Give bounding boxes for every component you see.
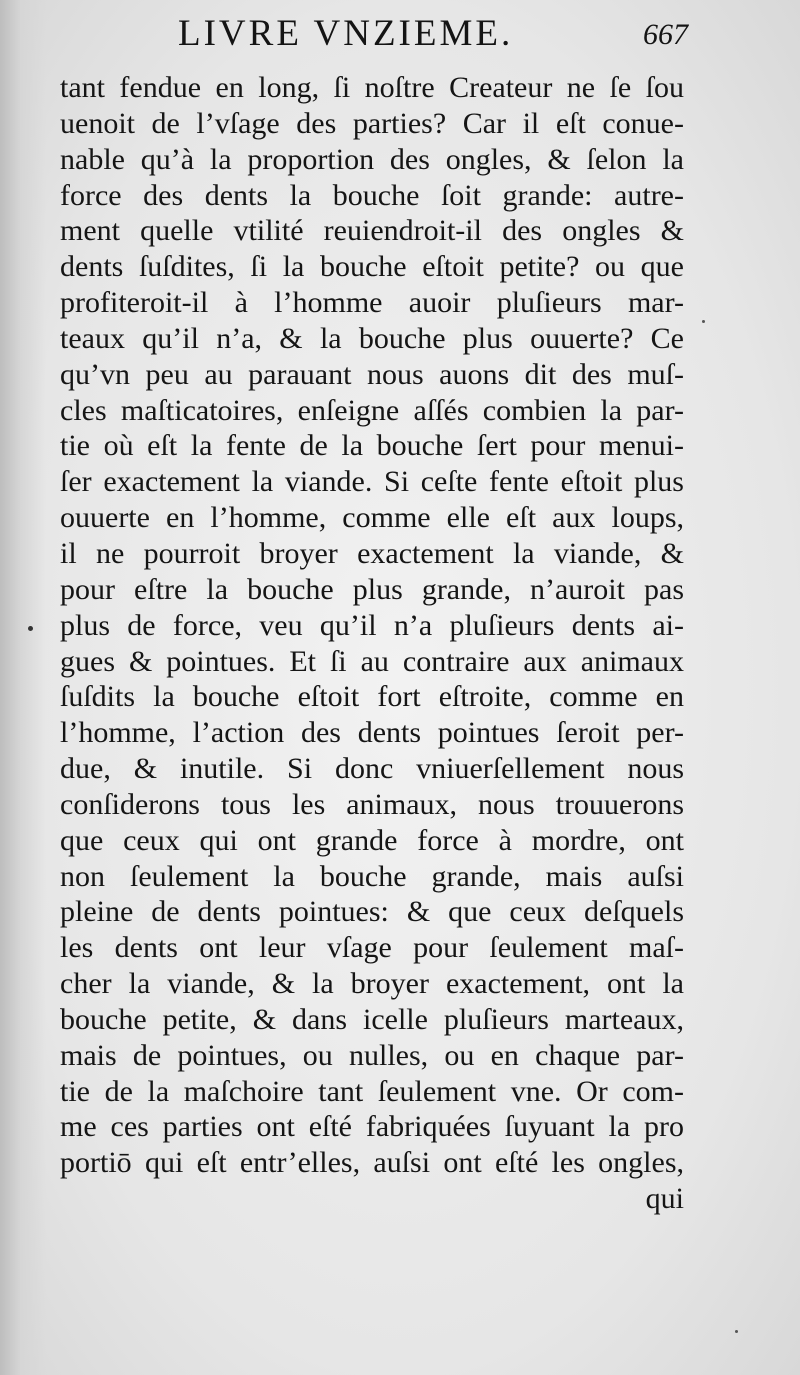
text-line: il ne pourroit broyer exactement la viande, & bbox=[60, 536, 684, 570]
text-line: bouche petite, & dans icelle pluſieurs marteaux, bbox=[60, 1002, 684, 1036]
text-line: ſuſdits la bouche eſtoit fort eſtroite, comme en bbox=[60, 680, 684, 714]
text-line: profiteroit-il à l’homme auoir pluſieurs mar- bbox=[60, 286, 684, 320]
text-line: pleine de dents pointues: & que ceux deſquels bbox=[60, 895, 684, 929]
ink-speck bbox=[702, 320, 705, 323]
text-line: nable qu’à la proportion des ongles, & ſelon la bbox=[60, 142, 684, 176]
running-head bbox=[0, 14, 800, 54]
text-line: tie où eſt la fente de la bouche ſert pour menui- bbox=[60, 429, 684, 463]
text-line: qu’vn peu au parauant nous auons dit des muſ- bbox=[60, 357, 684, 391]
body-text bbox=[60, 70, 684, 1217]
text-line: ſer exactement la viande. Si ceſte fente eſtoit plus bbox=[60, 465, 684, 499]
text-line: ouuerte en l’homme, comme elle eſt aux loups, bbox=[60, 501, 684, 535]
text-line: mais de pointues, ou nulles, ou en chaque par- bbox=[60, 1038, 684, 1072]
text-line: me ces parties ont eſté fabriquées ſuyuant la pro bbox=[60, 1110, 684, 1144]
text-line: l’homme, l’action des dents pointues ſeroit per- bbox=[60, 716, 684, 750]
ink-speck bbox=[735, 1330, 738, 1333]
text-line: teaux qu’il n’a, & la bouche plus ouuerte? Ce bbox=[60, 321, 684, 355]
text-line: pour eſtre la bouche plus grande, n’auroit pas bbox=[60, 572, 684, 606]
text-line: cles maſticatoires, enſeigne aſſés combien la par- bbox=[60, 393, 684, 427]
text-line: tie de la maſchoire tant ſeulement vne. Or com- bbox=[60, 1074, 684, 1108]
text-line: gues & pointues. Et ſi au contraire aux animaux bbox=[60, 644, 684, 678]
text-line: ment quelle vtilité reuiendroit-il des ongles & bbox=[60, 214, 684, 248]
text-line: les dents ont leur vſage pour ſeulement maſ- bbox=[60, 931, 684, 965]
text-line: cher la viande, & la broyer exactement, ont la bbox=[60, 967, 684, 1001]
text-line: force des dents la bouche ſoit grande: autre- bbox=[60, 178, 684, 212]
text-line: tant fendue en long, ſi noſtre Createur ne ſe ſou bbox=[60, 71, 684, 104]
text-line: conſiderons tous les animaux, nous trouuerons bbox=[60, 787, 684, 821]
text-line: plus de force, veu qu’il n’a pluſieurs dents ai- bbox=[60, 608, 684, 642]
margin-ink-dot bbox=[28, 626, 33, 631]
text-line: non ſeulement la bouche grande, mais auſsi bbox=[60, 859, 684, 893]
page-number: 667 bbox=[643, 18, 688, 51]
text-line: portiō qui eſt entr’elles, auſsi ont eſté les ongles, bbox=[60, 1146, 684, 1180]
gutter-shadow bbox=[0, 0, 46, 1375]
text-line: uenoit de l’vſage des parties? Car il eſt conue- bbox=[60, 106, 684, 140]
text-line: dents ſuſdites, ſi la bouche eſtoit petite? ou que bbox=[60, 250, 684, 284]
catchword: qui bbox=[645, 1182, 684, 1216]
running-title: LIVRE VNZIEME. bbox=[178, 13, 514, 54]
text-line: que ceux qui ont grande force à mordre, ont bbox=[60, 823, 684, 857]
text-line: due, & inutile. Si donc vniuerſellement nous bbox=[60, 752, 684, 786]
